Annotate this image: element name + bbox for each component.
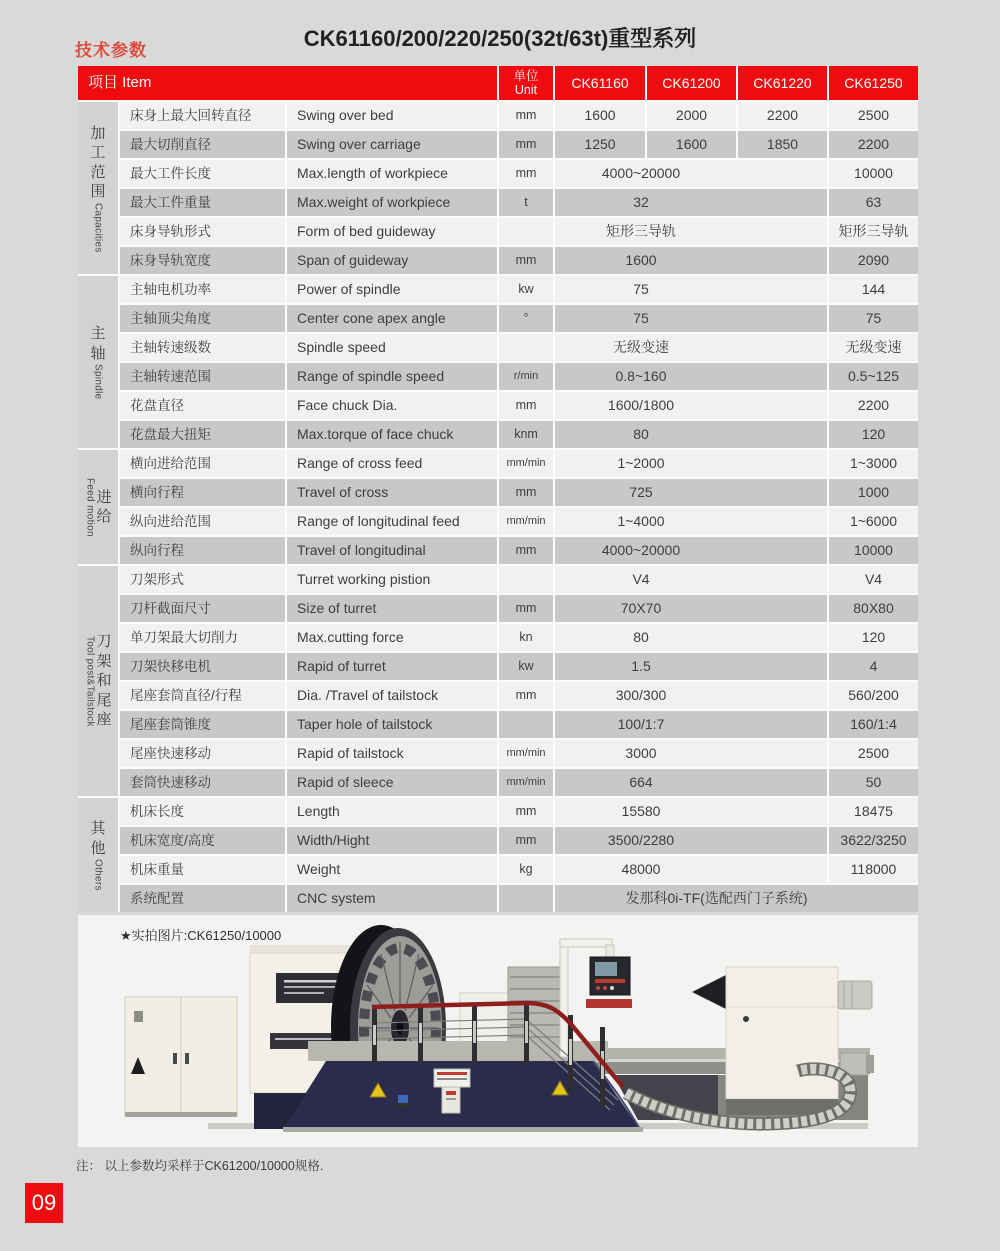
page-number: 09	[25, 1183, 63, 1223]
row-unit: mm	[499, 102, 553, 129]
row-name-en: Travel of cross	[287, 479, 497, 506]
row-unit	[499, 885, 553, 912]
row-name-en: CNC system	[287, 885, 497, 912]
table-row	[120, 798, 918, 825]
table-header-item: 项目 Item	[78, 66, 497, 100]
row-value-merged: 1600	[555, 247, 827, 274]
row-value-merged: 80	[555, 421, 827, 448]
row-value-merged: 725	[555, 479, 827, 506]
row-name-en: Dia. /Travel of tailstock	[287, 682, 497, 709]
row-value: 10000	[829, 160, 918, 187]
section-label	[78, 566, 118, 796]
table-row	[120, 334, 918, 361]
row-value-merged: 1.5	[555, 653, 827, 680]
row-value: 2000	[647, 102, 736, 129]
row-value: 2090	[829, 247, 918, 274]
table-row	[120, 885, 918, 912]
row-unit	[499, 711, 553, 738]
table-row	[120, 189, 918, 216]
row-name-cn: 尾座套筒锥度	[120, 711, 285, 738]
table-row	[120, 827, 918, 854]
table-row	[120, 856, 918, 883]
row-value-merged: 75	[555, 305, 827, 332]
row-value-merged: 80	[555, 624, 827, 651]
page-title: CK61160/200/220/250(32t/63t)重型系列	[303, 26, 697, 51]
row-value: 18475	[829, 798, 918, 825]
row-value-merged: 1~2000	[555, 450, 827, 477]
row-value: 560/200	[829, 682, 918, 709]
row-name-en: Range of cross feed	[287, 450, 497, 477]
row-unit: mm	[499, 827, 553, 854]
row-name-cn: 刀杆截面尺寸	[120, 595, 285, 622]
row-value-merged: 48000	[555, 856, 827, 883]
row-unit: mm/min	[499, 450, 553, 477]
table-row	[120, 102, 918, 129]
row-unit: knm	[499, 421, 553, 448]
table-section	[78, 566, 918, 796]
row-unit: mm/min	[499, 740, 553, 767]
row-name-en: Rapid of sleece	[287, 769, 497, 796]
table-row	[120, 653, 918, 680]
section-label-en: Others	[92, 859, 104, 891]
row-name-en: Spindle speed	[287, 334, 497, 361]
row-name-en: Power of spindle	[287, 276, 497, 303]
row-unit: mm	[499, 537, 553, 564]
table-section	[78, 276, 918, 448]
row-name-en: Swing over bed	[287, 102, 497, 129]
row-name-cn: 刀架形式	[120, 566, 285, 593]
row-unit: mm	[499, 479, 553, 506]
row-unit: mm/min	[499, 508, 553, 535]
row-value: 2500	[829, 740, 918, 767]
row-value: 1600	[647, 131, 736, 158]
section-label	[78, 276, 118, 448]
row-name-en: Width/Hight	[287, 827, 497, 854]
row-name-en: Max.cutting force	[287, 624, 497, 651]
row-name-en: Taper hole of tailstock	[287, 711, 497, 738]
row-name-cn: 主轴转速级数	[120, 334, 285, 361]
row-value-merged: 70X70	[555, 595, 827, 622]
row-unit: kn	[499, 624, 553, 651]
section-label	[78, 450, 118, 564]
section-label-cn: 刀 架 和 尾 座	[96, 633, 112, 729]
model-header: CK61200	[647, 66, 736, 100]
row-value: 118000	[829, 856, 918, 883]
section-label	[78, 102, 118, 274]
row-unit: t	[499, 189, 553, 216]
row-value-merged: 4000~20000	[555, 160, 827, 187]
section-label-cn: 进 给	[96, 488, 112, 525]
spec-table	[78, 66, 918, 912]
row-value: 75	[829, 305, 918, 332]
row-name-cn: 最大工件重量	[120, 189, 285, 216]
row-unit: mm	[499, 595, 553, 622]
row-value-merged: 4000~20000	[555, 537, 827, 564]
model-header: CK61220	[738, 66, 827, 100]
row-name-en: Rapid of tailstock	[287, 740, 497, 767]
row-unit	[499, 566, 553, 593]
row-name-cn: 机床重量	[120, 856, 285, 883]
model-header: CK61250	[829, 66, 918, 100]
row-value: 1850	[738, 131, 827, 158]
row-value-merged: 1600/1800	[555, 392, 827, 419]
row-name-cn: 套筒快速移动	[120, 769, 285, 796]
row-value-merged: 无级变速	[555, 334, 827, 361]
row-name-cn: 机床宽度/高度	[120, 827, 285, 854]
section-label-cn: 主 轴	[90, 325, 106, 362]
row-unit: mm	[499, 247, 553, 274]
table-header-unit-cn: 单位	[513, 68, 539, 83]
row-value: 1~6000	[829, 508, 918, 535]
row-name-cn: 尾座套筒直径/行程	[120, 682, 285, 709]
row-value: 120	[829, 421, 918, 448]
row-value: 0.5~125	[829, 363, 918, 390]
section-label	[78, 798, 118, 912]
row-value: 矩形三导轨	[829, 218, 918, 245]
model-header: CK61160	[555, 66, 645, 100]
row-name-en: Length	[287, 798, 497, 825]
row-unit: mm	[499, 682, 553, 709]
row-name-cn: 横向进给范围	[120, 450, 285, 477]
row-name-en: Weight	[287, 856, 497, 883]
row-value: 2200	[738, 102, 827, 129]
row-name-cn: 主轴顶尖角度	[120, 305, 285, 332]
row-value-merged: 1~4000	[555, 508, 827, 535]
row-name-cn: 最大工件长度	[120, 160, 285, 187]
row-name-en: Size of turret	[287, 595, 497, 622]
row-name-cn: 床身导轨形式	[120, 218, 285, 245]
row-unit: kw	[499, 276, 553, 303]
row-name-cn: 刀架快移电机	[120, 653, 285, 680]
table-row	[120, 595, 918, 622]
row-unit	[499, 334, 553, 361]
row-name-cn: 系统配置	[120, 885, 285, 912]
row-unit: mm	[499, 131, 553, 158]
row-value: V4	[829, 566, 918, 593]
row-value: 1600	[555, 102, 645, 129]
section-label-en: Spindle	[92, 364, 104, 400]
row-name-cn: 花盘直径	[120, 392, 285, 419]
table-row	[120, 537, 918, 564]
row-unit: mm	[499, 160, 553, 187]
row-value-merged: 矩形三导轨	[555, 218, 827, 245]
electrical-cabinet	[125, 997, 237, 1117]
row-value-merged: 664	[555, 769, 827, 796]
row-value: 4	[829, 653, 918, 680]
section-label-cn: 加 工 范 围	[90, 124, 106, 201]
row-name-cn: 最大切削直径	[120, 131, 285, 158]
table-row	[120, 479, 918, 506]
table-header-unit	[499, 66, 553, 100]
row-name-cn: 花盘最大扭矩	[120, 421, 285, 448]
row-name-en: Form of bed guideway	[287, 218, 497, 245]
row-name-en: Range of longitudinal feed	[287, 508, 497, 535]
row-value: 2200	[829, 392, 918, 419]
row-value: 1~3000	[829, 450, 918, 477]
table-row	[120, 131, 918, 158]
table-row	[120, 218, 918, 245]
row-name-cn: 横向行程	[120, 479, 285, 506]
row-value-full: 发那科0i-TF(选配西门子系统)	[555, 885, 918, 912]
row-unit: mm	[499, 798, 553, 825]
table-section	[78, 450, 918, 564]
row-name-en: Center cone apex angle	[287, 305, 497, 332]
row-value-merged: 75	[555, 276, 827, 303]
table-row	[120, 305, 918, 332]
table-row	[120, 566, 918, 593]
table-header-unit-en: Unit	[514, 83, 538, 97]
table-row	[120, 276, 918, 303]
row-value: 63	[829, 189, 918, 216]
photo-caption: ★实拍图片:CK61250/10000	[120, 928, 282, 943]
row-name-cn: 床身上最大回转直径	[120, 102, 285, 129]
row-name-en: Span of guideway	[287, 247, 497, 274]
row-unit	[499, 218, 553, 245]
machine-photo-illustration	[78, 915, 918, 1147]
row-name-en: Max.weight of workpiece	[287, 189, 497, 216]
row-name-cn: 主轴转速范围	[120, 363, 285, 390]
row-value: 80X80	[829, 595, 918, 622]
table-row	[120, 711, 918, 738]
row-value-merged: 300/300	[555, 682, 827, 709]
row-name-en: Max.length of workpiece	[287, 160, 497, 187]
table-header-row	[78, 66, 918, 100]
row-name-en: Range of spindle speed	[287, 363, 497, 390]
row-value-merged: 100/1:7	[555, 711, 827, 738]
section-heading: 技术参数	[75, 41, 147, 60]
row-unit: mm/min	[499, 769, 553, 796]
row-value: 120	[829, 624, 918, 651]
row-unit: °	[499, 305, 553, 332]
row-value: 10000	[829, 537, 918, 564]
row-name-cn: 尾座快速移动	[120, 740, 285, 767]
row-value: 50	[829, 769, 918, 796]
table-section	[78, 102, 918, 274]
row-value: 2500	[829, 102, 918, 129]
row-value: 1000	[829, 479, 918, 506]
table-row	[120, 740, 918, 767]
row-value-merged: 3000	[555, 740, 827, 767]
table-row	[120, 421, 918, 448]
section-label-en: Tool post&Tailstock	[84, 635, 96, 727]
row-value: 144	[829, 276, 918, 303]
row-value-merged: V4	[555, 566, 827, 593]
row-unit: kg	[499, 856, 553, 883]
row-name-en: Max.torque of face chuck	[287, 421, 497, 448]
row-name-cn: 主轴电机功率	[120, 276, 285, 303]
table-row	[120, 450, 918, 477]
table-row	[120, 682, 918, 709]
table-row	[120, 160, 918, 187]
row-name-en: Swing over carriage	[287, 131, 497, 158]
row-name-cn: 单刀架最大切削力	[120, 624, 285, 651]
row-value-merged: 15580	[555, 798, 827, 825]
row-name-cn: 纵向行程	[120, 537, 285, 564]
section-label-en: Capacities	[92, 202, 104, 253]
section-label-en: Feed motion	[84, 477, 96, 537]
footer-note: 注： 以上参数均采样于CK61200/10000规格.	[76, 1159, 324, 1173]
row-value-merged: 32	[555, 189, 827, 216]
table-row	[120, 363, 918, 390]
row-unit: mm	[499, 392, 553, 419]
row-name-en: Face chuck Dia.	[287, 392, 497, 419]
table-row	[120, 508, 918, 535]
table-row	[120, 392, 918, 419]
row-unit: kw	[499, 653, 553, 680]
table-row	[120, 624, 918, 651]
table-row	[120, 769, 918, 796]
row-unit: r/min	[499, 363, 553, 390]
row-name-en: Rapid of turret	[287, 653, 497, 680]
row-value-merged: 0.8~160	[555, 363, 827, 390]
row-name-en: Turret working pistion	[287, 566, 497, 593]
row-value: 1250	[555, 131, 645, 158]
row-value-merged: 3500/2280	[555, 827, 827, 854]
row-name-cn: 床身导轨宽度	[120, 247, 285, 274]
machine-photo	[78, 915, 918, 1147]
section-label-cn: 其 他	[90, 820, 106, 857]
row-value: 3622/3250	[829, 827, 918, 854]
row-value: 无级变速	[829, 334, 918, 361]
row-value: 2200	[829, 131, 918, 158]
row-name-cn: 纵向进给范围	[120, 508, 285, 535]
row-value: 160/1:4	[829, 711, 918, 738]
row-name-en: Travel of longitudinal	[287, 537, 497, 564]
table-section	[78, 798, 918, 912]
table-row	[120, 247, 918, 274]
row-name-cn: 机床长度	[120, 798, 285, 825]
